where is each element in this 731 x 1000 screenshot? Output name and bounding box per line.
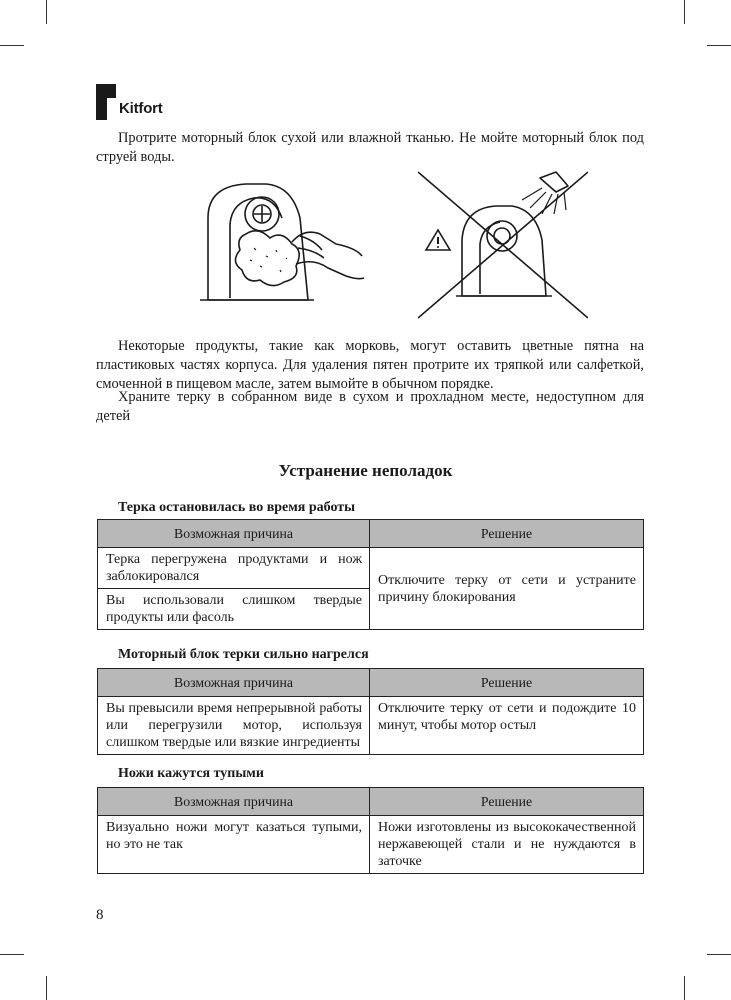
subheading-grater-stopped: Терка остановилась во время работы — [118, 500, 356, 515]
table-header-row — [98, 788, 644, 816]
table-header-row — [98, 669, 644, 697]
crop-mark — [0, 45, 24, 46]
warning-triangle-icon — [426, 230, 450, 250]
brand-logo — [96, 82, 163, 120]
crop-mark — [707, 954, 731, 955]
cause-cell: Вы превысили время непрерывной работы или перегрузили мотор, используя слишком твердые или вязкие ингредиенты — [98, 697, 370, 755]
crop-mark — [0, 954, 24, 955]
solution-cell: Отключите терку от сети и устраните причину блокирования — [370, 548, 644, 630]
paragraph-stains — [96, 337, 644, 394]
troubleshooting-table-stopped — [97, 519, 644, 630]
paragraph-stains-text: Некоторые продукты, такие как морковь, могут оставить цветные пятна на пластиковых частях корпуса. Для удаления пятен протрите их тряпкой или салфеткой, смоченной в пищевом масле, затем вымойте в обычном порядке. — [96, 338, 644, 392]
column-header-cause: Возможная причина — [98, 669, 370, 697]
table-row — [98, 548, 644, 589]
crossed-out-motor-unit-under-water-stream — [418, 170, 588, 320]
table-header-row — [98, 520, 644, 548]
paragraph-storage — [96, 388, 644, 426]
cause-cell: Вы использовали слишком твердые продукты или фасоль — [98, 589, 370, 630]
crop-mark — [684, 0, 685, 24]
section-title: Устранение неполадок — [278, 461, 453, 480]
troubleshooting-table-overheated — [97, 668, 644, 755]
cause-cell: Терка перегружена продуктами и нож заблокировался — [98, 548, 370, 589]
crop-mark — [46, 976, 47, 1000]
crop-mark — [46, 0, 47, 24]
solution-cell: Ножи изготовлены из высококачественной нержавеющей стали и не нуждаются в заточке — [370, 816, 644, 874]
table-row — [98, 697, 644, 755]
paragraph-cleaning — [96, 129, 644, 167]
column-header-solution: Решение — [370, 788, 644, 816]
page-number: 8 — [96, 907, 104, 923]
paragraph-storage-text: Храните терку в собранном виде в сухом и прохладном месте, недоступном для детей — [96, 389, 644, 424]
troubleshooting-table-blades — [97, 787, 644, 874]
crop-mark — [684, 976, 685, 1000]
kitfort-logo-icon — [96, 84, 116, 120]
column-header-cause: Возможная причина — [98, 788, 370, 816]
column-header-solution: Решение — [370, 669, 644, 697]
cause-cell: Визуально ножи могут казаться тупыми, но это не так — [98, 816, 370, 874]
brand-name: Kitfort — [119, 100, 163, 117]
hand-wiping-motor-unit-with-cloth — [196, 178, 366, 306]
column-header-solution: Решение — [370, 520, 644, 548]
paragraph-cleaning-text: Протрите моторный блок сухой или влажной тканью. Не мойте моторный блок под струей воды. — [96, 130, 644, 165]
column-header-cause: Возможная причина — [98, 520, 370, 548]
subheading-motor-overheated: Моторный блок терки сильно нагрелся — [118, 647, 369, 662]
crop-mark — [707, 45, 731, 46]
table-row — [98, 816, 644, 874]
subheading-blades-dull: Ножи кажутся тупыми — [118, 766, 264, 781]
solution-cell: Отключите терку от сети и подождите 10 минут, чтобы мотор остыл — [370, 697, 644, 755]
